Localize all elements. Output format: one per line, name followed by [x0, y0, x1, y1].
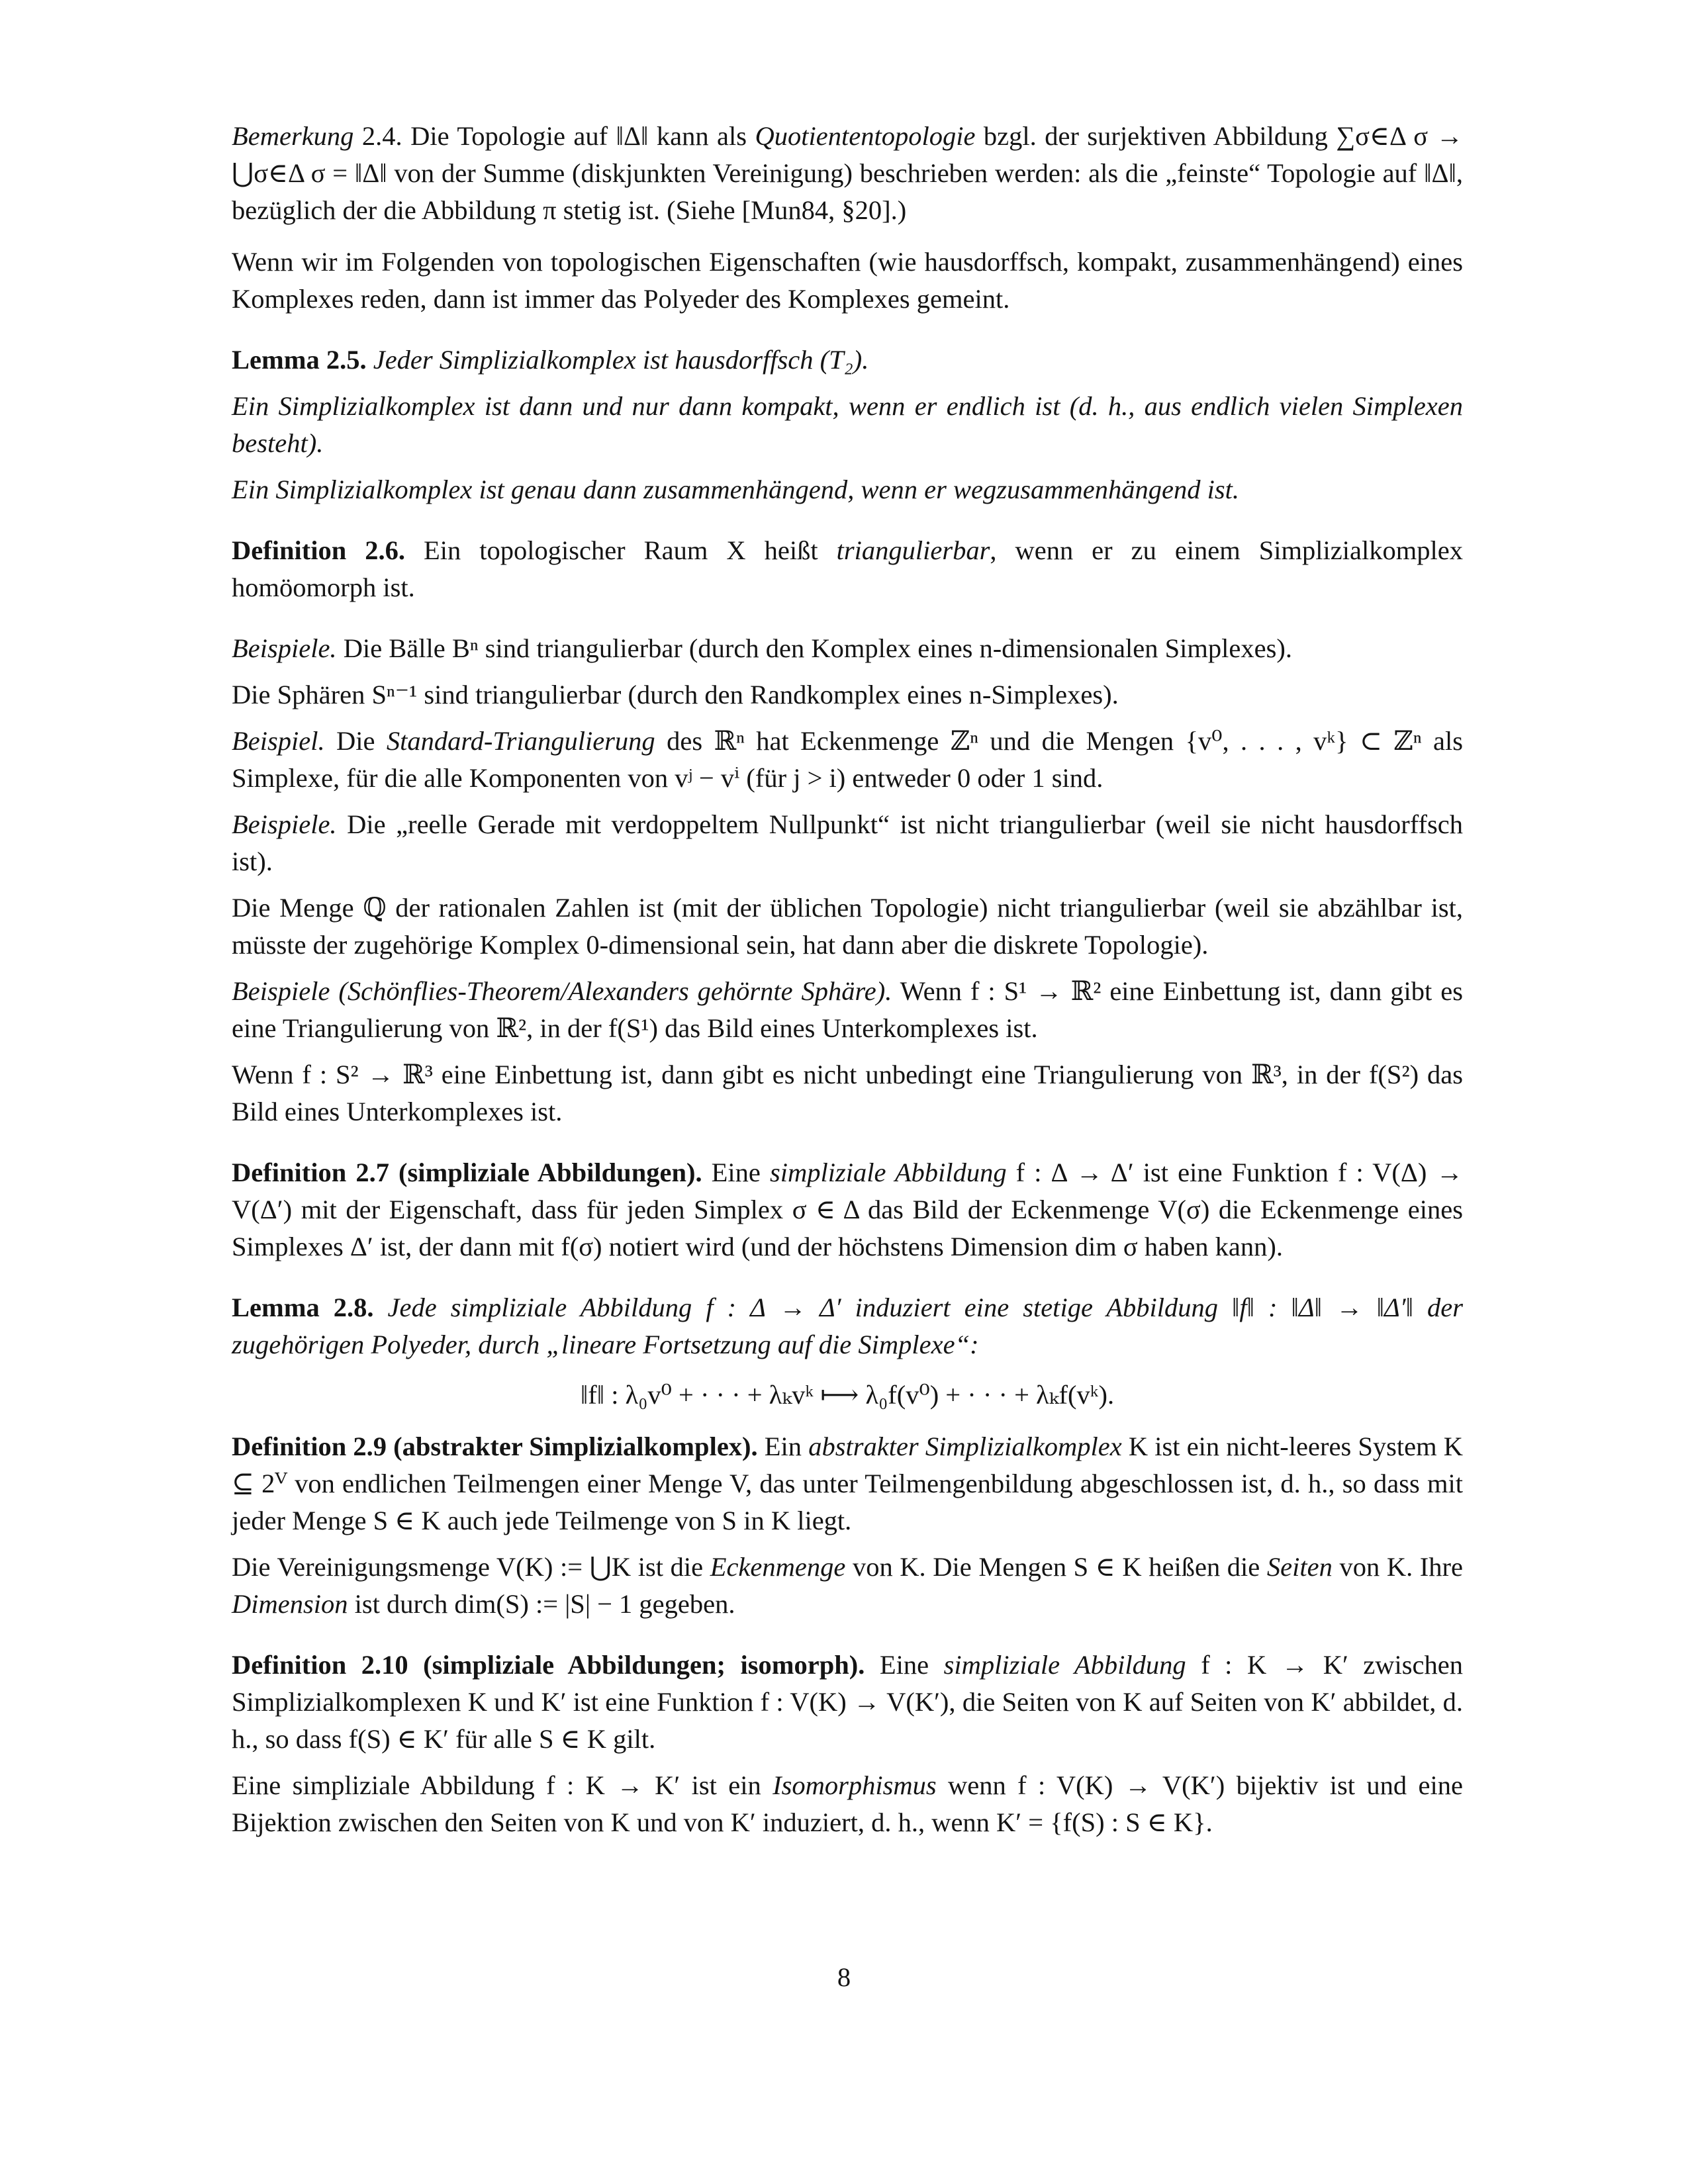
example-standard-triangulation [232, 723, 1463, 797]
lemma-2-8 [232, 1289, 1463, 1414]
lemma-2-8-label: Lemma 2.8. [232, 1293, 374, 1322]
examples-schoenflies-line-2: Wenn f : S² → ℝ³ eine Einbettung ist, dann gibt es nicht unbedingt eine Triangulierung von ℝ³, in der f(S²) das Bild eines Unterkomplexes ist. [232, 1060, 1463, 1126]
examples-2-label: Beispiele. [232, 809, 337, 839]
examples-schoenflies-line-1: Wenn f : S¹ → ℝ² eine Einbettung ist, dann gibt es eine Triangulierung von ℝ², in der f(S¹) das Bild eines Unterkomplexes ist. [232, 976, 1463, 1043]
definition-2-10-term2: Isomorphismus [773, 1770, 937, 1800]
paper-page [232, 118, 1463, 1841]
definition-2-9-para2-b: von K. Die Mengen S ∈ K heißen die [852, 1552, 1260, 1582]
example-text-b: des ℝⁿ hat Eckenmenge ℤⁿ und die Mengen {v⁰, . . . , vᵏ} ⊂ ℤⁿ als Simplexe, für die alle Komponenten von vʲ − vⁱ (für j > i) entweder 0 oder 1 sind. [232, 726, 1464, 793]
lemma-2-5 [232, 341, 1463, 508]
examples-2-line-1: Die „reelle Gerade mit verdoppeltem Nullpunkt“ ist nicht triangulierbar (weil sie nicht hausdorffsch ist). [232, 809, 1463, 876]
definition-2-9-term3: Seiten [1266, 1552, 1333, 1582]
definition-2-9-text-a: Ein [764, 1432, 802, 1461]
examples-non-triangulable [232, 806, 1463, 964]
definition-2-9 [232, 1428, 1463, 1623]
examples-balls-spheres [232, 630, 1463, 713]
definition-2-10-text-b: f : K → K′ zwischen Simplizialkomplexen K und K′ ist eine Funktion f : V(K) → V(K′), die Seiten von K auf Seiten von K′ abbildet, d. h., so dass f(S) ∈ K′ für alle S ∈ K gilt. [232, 1650, 1464, 1754]
paragraph-topological-properties: Wenn wir im Folgenden von topologischen Eigenschaften (wie hausdorffsch, kompakt, zusammenhängend) eines Komplexes reden, dann ist immer das Polyeder des Komplexes gemeint. [232, 247, 1463, 314]
definition-2-10 [232, 1647, 1463, 1841]
definition-2-7-term: simpliziale Abbildung [769, 1158, 1007, 1187]
definition-2-10-para2-b: wenn f : V(K) → V(K′) bijektiv ist und eine Bijektion zwischen den Seiten von K und von K′ induziert, d. h., wenn K′ = {f(S) : S ∈ K}. [232, 1770, 1464, 1837]
lemma-2-5-line-3: Ein Simplizialkomplex ist genau dann zusammenhängend, wenn er wegzusammenhängend ist. [232, 475, 1239, 504]
definition-2-6 [232, 532, 1463, 606]
lemma-2-8-text: Jede simpliziale Abbildung f : Δ → Δ′ induziert eine stetige Abbildung ‖f‖ : ‖Δ‖ → ‖Δ′‖ der zugehörigen Polyeder, durch „lineare Fortsetzung auf die Simplexe“: [232, 1293, 1464, 1359]
definition-2-9-para2-d: ist durch dim(S) := |S| − 1 gegeben. [354, 1589, 735, 1619]
examples-schoenflies-label: Beispiele (Schönflies-Theorem/Alexanders gehörnte Sphäre). [232, 976, 892, 1006]
lemma-2-8-formula: ‖f‖ : λ₀v⁰ + · · · + λₖvᵏ ⟼ λ₀f(v⁰) + · · · + λₖf(vᵏ). [580, 1380, 1115, 1410]
lemma-2-5-line-1: Jeder Simplizialkomplex ist hausdorffsch (T₂). [373, 345, 869, 375]
examples-line-1: Die Bälle Bⁿ sind triangulierbar (durch den Komplex eines n-dimensionalen Simplexes). [343, 633, 1292, 663]
remark-label: Bemerkung [232, 121, 354, 151]
remark-text-b: bzgl. der surjektiven Abbildung ∑σ∈Δ σ → ⋃σ∈Δ σ = ‖Δ‖ von der Summe (diskjunkten Vereinigung) beschrieben werden: als die „feinste“ Topologie auf ‖Δ‖, bezüglich der die Abbildung π stetig ist. (Siehe [Mun84, §20].) [232, 121, 1464, 225]
example-term: Standard-Triangulierung [386, 726, 655, 756]
definition-2-7-text-a: Eine [711, 1158, 761, 1187]
definition-2-7 [232, 1154, 1463, 1265]
page-number: 8 [837, 1962, 851, 1992]
lemma-2-5-label: Lemma 2.5. [232, 345, 367, 375]
definition-2-10-term: simpliziale Abbildung [943, 1650, 1186, 1680]
remark-number: 2.4. [361, 121, 402, 151]
definition-2-6-label: Definition 2.6. [232, 535, 405, 565]
definition-2-10-para2-a: Eine simpliziale Abbildung f : K → K′ ist ein [232, 1770, 761, 1800]
lemma-2-5-line-2: Ein Simplizialkomplex ist dann und nur dann kompakt, wenn er endlich ist (d. h., aus endlich vielen Simplexen besteht). [232, 391, 1463, 458]
remark-term: Quotiententopologie [755, 121, 976, 151]
definition-2-9-term2: Eckenmenge [710, 1552, 846, 1582]
definition-2-9-text-b: K ist ein nicht-leeres System K ⊆ 2ⱽ von endlichen Teilmengen einer Menge V, das unter Teilmengenbildung abgeschlossen ist, d. h., so dass mit jeder Menge S ∈ K auch jede Teilmenge von S in K liegt. [232, 1432, 1463, 1535]
definition-2-9-para2-c: von K. Ihre [1339, 1552, 1464, 1582]
remark-text-a: Die Topologie auf ‖Δ‖ kann als [410, 121, 747, 151]
definition-2-10-label: Definition 2.10 (simpliziale Abbildungen; isomorph). [232, 1650, 865, 1680]
definition-2-9-term: abstrakter Simplizialkomplex [808, 1432, 1122, 1461]
definition-2-9-term4: Dimension [232, 1589, 348, 1619]
definition-2-9-label: Definition 2.9 (abstrakter Simplizialkomplex). [232, 1432, 758, 1461]
example-text-a: Die [336, 726, 375, 756]
example-label: Beispiel. [232, 726, 325, 756]
examples-2-line-2: Die Menge ℚ der rationalen Zahlen ist (mit der üblichen Topologie) nicht triangulierbar (weil sie abzählbar ist, müsste der zugehörige Komplex 0-dimensional sein, hat dann aber die diskrete Topologie). [232, 893, 1463, 960]
examples-schoenflies [232, 973, 1463, 1130]
definition-2-9-para2-a: Die Vereinigungsmenge V(K) := ⋃K ist die [232, 1552, 704, 1582]
definition-2-6-text-a: Ein topologischer Raum X heißt [423, 535, 818, 565]
definition-2-7-label: Definition 2.7 (simpliziale Abbildungen). [232, 1158, 702, 1187]
examples-label: Beispiele. [232, 633, 337, 663]
definition-2-7-text-b: f : Δ → Δ′ ist eine Funktion f : V(Δ) → V(Δ′) mit der Eigenschaft, dass für jeden Simplex σ ∈ Δ das Bild der Eckenmenge V(σ) die Eckenmenge eines Simplexes Δ′ ist, der dann mit f(σ) notiert wird (und der höchstens Dimension dim σ haben kann). [232, 1158, 1463, 1261]
definition-2-6-term: triangulierbar [836, 535, 990, 565]
examples-line-2: Die Sphären Sⁿ⁻¹ sind triangulierbar (durch den Randkomplex eines n-Simplexes). [232, 680, 1119, 709]
remark-2-4 [232, 118, 1463, 229]
definition-2-6-text-b: , wenn er zu einem Simplizialkomplex homöomorph ist. [232, 535, 1463, 602]
definition-2-10-text-a: Eine [879, 1650, 929, 1680]
